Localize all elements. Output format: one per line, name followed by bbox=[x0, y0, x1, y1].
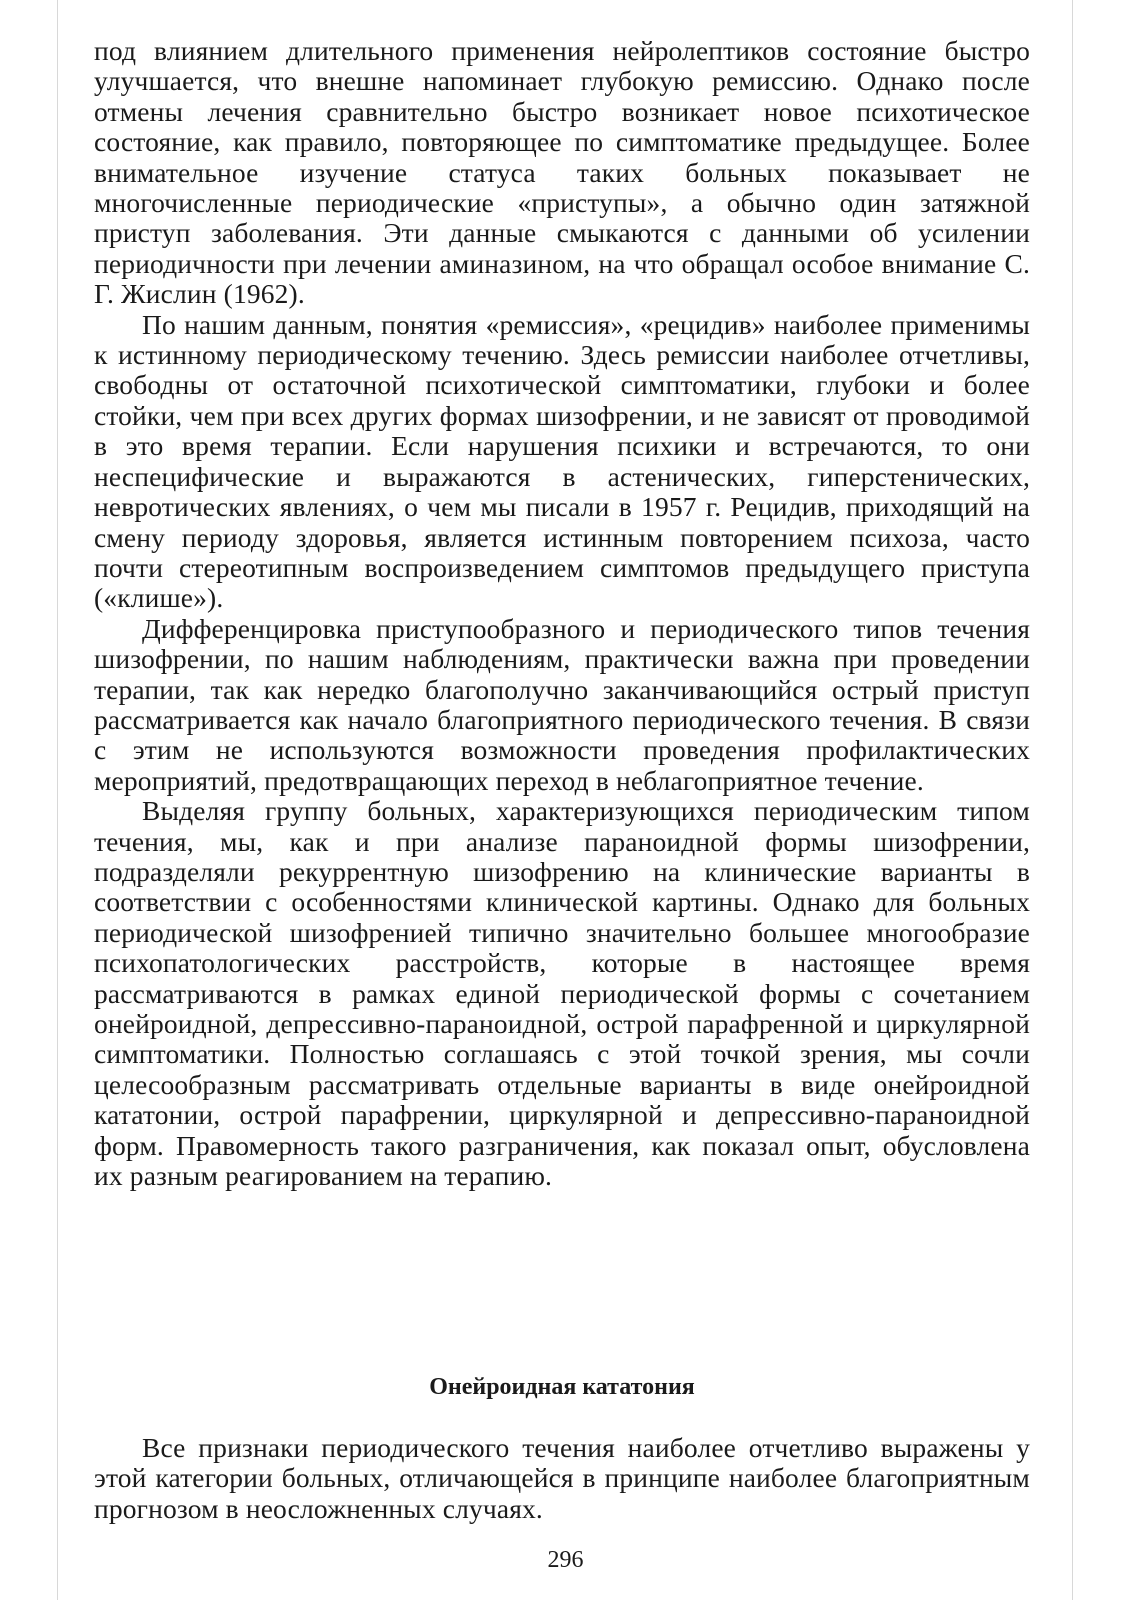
page-right-edge bbox=[1072, 0, 1073, 1600]
paragraph-continued: под влиянием длительного применения нейролептиков состояние быстро улучшается, что внешне напоминает глубокую ремиссию. Однако после отмены лечения сравнительно быстро возникает новое психотическое состояние, как правило, повторяющее по симптоматике предыдущее. Более внимательное изучение статуса таких больных показывает не многочисленные периодические «приступы», а обычно один затяжной приступ заболевания. Эти данные смыкаются с данными об усилении периодичности при лечении аминазином, на что обращал особое внимание С. Г. Жислин (1962). bbox=[94, 35, 1030, 310]
paragraph-remission: По нашим данным, понятия «ремиссия», «рецидив» наиболее применимы к истинному периодическому течению. Здесь ремиссии наиболее отчетливы, свободны от остаточной психотической симптоматики, глубоки и более стойки, чем при всех других формах шизофрении, и не зависят от проводимой в это время терапии. Если нарушения психики и встречаются, то они неспецифические и выражаются в астенических, гиперстенических, невротических явлениях, о чем мы писали в 1957 г. Рецидив, приходящий на смену периоду здоровья, является истинным повторением психоза, часто почти стереотипным воспроизведением симптомов предыдущего приступа («клише»). bbox=[94, 308, 1030, 614]
paragraph-variants: Выделяя группу больных, характеризующихся периодическим типом течения, мы, как и при анализе параноидной формы шизофрении, подразделяли рекуррентную шизофрению на клинические варианты в соответствии с особенностями клинической картины. Однако для больных периодической шизофренией типично значительно большее многообразие психопатологических расстройств, которые в настоящее время рассматриваются в рамках единой периодической формы с сочетанием онейроидной, депрессивно-параноидной, острой парафренной и циркулярной симптоматики. Полностью соглашаясь с этой точкой зрения, мы сочли целесообразным рассматривать отдельные варианты в виде онейроидной кататонии, острой парафрении, циркулярной и депрессивно-параноидной форм. Правомерность такого разграничения, как показал опыт, обусловлена их разным реагированием на терапию. bbox=[94, 795, 1030, 1192]
paragraph-differentiation: Дифференцировка приступообразного и периодического типов течения шизофрении, по нашим наблюдениям, практически важна при проведении терапии, так как нередко благополучно заканчивающийся острый приступ рассматривается как начало благоприятного периодического течения. В связи с этим не используются возможности проведения профилактических мероприятий, предотвращающих переход в неблагоприятное течение. bbox=[94, 612, 1030, 796]
section-body-text bbox=[94, 1433, 1030, 1524]
body-text bbox=[94, 36, 1030, 1191]
section-paragraph: Все признаки периодического течения наиболее отчетливо выражены у этой категории больных, отличающейся в принципе наиболее благоприятным прогнозом в неосложненных случаях. bbox=[94, 1432, 1030, 1524]
section-heading: Онейроидная кататония bbox=[429, 1374, 695, 1400]
page-number: 296 bbox=[547, 1547, 584, 1573]
page-left-edge bbox=[57, 0, 58, 1600]
